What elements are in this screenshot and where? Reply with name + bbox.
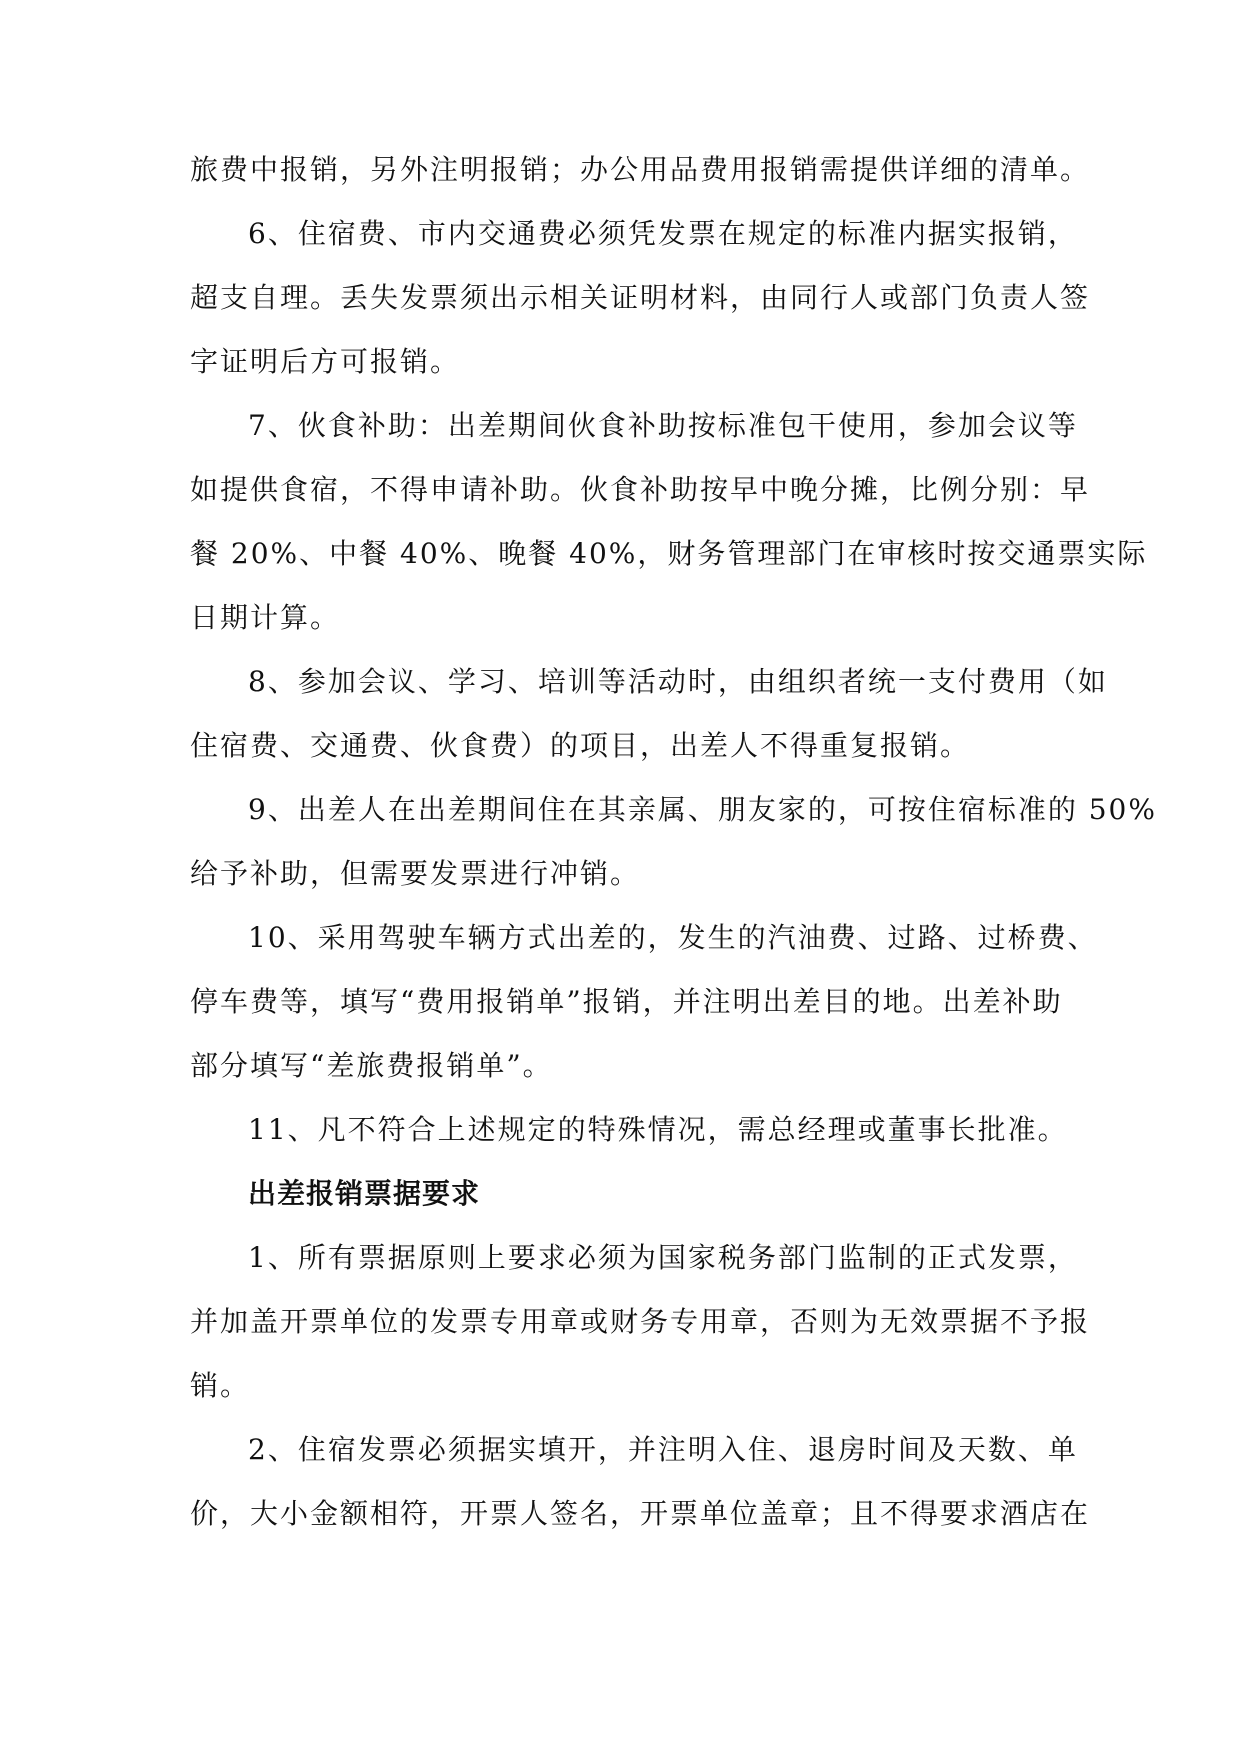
text-line: 部分填写“差旅费报销单”。 [190, 1049, 553, 1082]
text-line: 价，大小金额相符，开票人签名，开票单位盖章；且不得要求酒店在 [190, 1497, 1091, 1530]
text-line: 1、所有票据原则上要求必须为国家税务部门监制的正式发票， [248, 1241, 1078, 1274]
section-heading: 出差报销票据要求 [248, 1177, 481, 1210]
text-line: 停车费等，填写“费用报销单”报销，并注明出差目的地。出差补助 [190, 985, 1063, 1018]
text-line: 2、住宿发票必须据实填开，并注明入住、退房时间及天数、单 [248, 1433, 1078, 1466]
text-line: 字证明后方可报销。 [190, 345, 461, 378]
text-line: 销。 [190, 1369, 251, 1402]
text-line: 餐 20%、中餐 40%、晚餐 40%，财务管理部门在审核时按交通票实际 [190, 537, 1148, 570]
text-line: 超支自理。丢失发票须出示相关证明材料，由同行人或部门负责人签 [190, 281, 1091, 314]
text-line: 给予补助，但需要发票进行冲销。 [190, 857, 641, 890]
text-line: 9、出差人在出差期间住在其亲属、朋友家的，可按住宿标准的 50% [248, 793, 1157, 826]
text-line: 6、住宿费、市内交通费必须凭发票在规定的标准内据实报销， [248, 217, 1078, 250]
text-line: 旅费中报销，另外注明报销；办公用品费用报销需提供详细的清单。 [190, 153, 1091, 186]
document-body [190, 153, 1157, 1562]
text-line: 11、凡不符合上述规定的特殊情况，需总经理或董事长批准。 [248, 1113, 1068, 1146]
text-line: 住宿费、交通费、伙食费）的项目，出差人不得重复报销。 [190, 729, 971, 762]
text-line: 日期计算。 [190, 601, 341, 634]
text-line: 并加盖开票单位的发票专用章或财务专用章，否则为无效票据不予报 [190, 1305, 1091, 1338]
text-line: 如提供食宿，不得申请补助。伙食补助按早中晚分摊，比例分别：早 [190, 473, 1091, 506]
text-line: 8、参加会议、学习、培训等活动时，由组织者统一支付费用（如 [248, 665, 1108, 698]
text-line: 7、伙食补助：出差期间伙食补助按标准包干使用，参加会议等 [248, 409, 1078, 442]
text-line: 10、采用驾驶车辆方式出差的，发生的汽油费、过路、过桥费、 [248, 921, 1098, 954]
